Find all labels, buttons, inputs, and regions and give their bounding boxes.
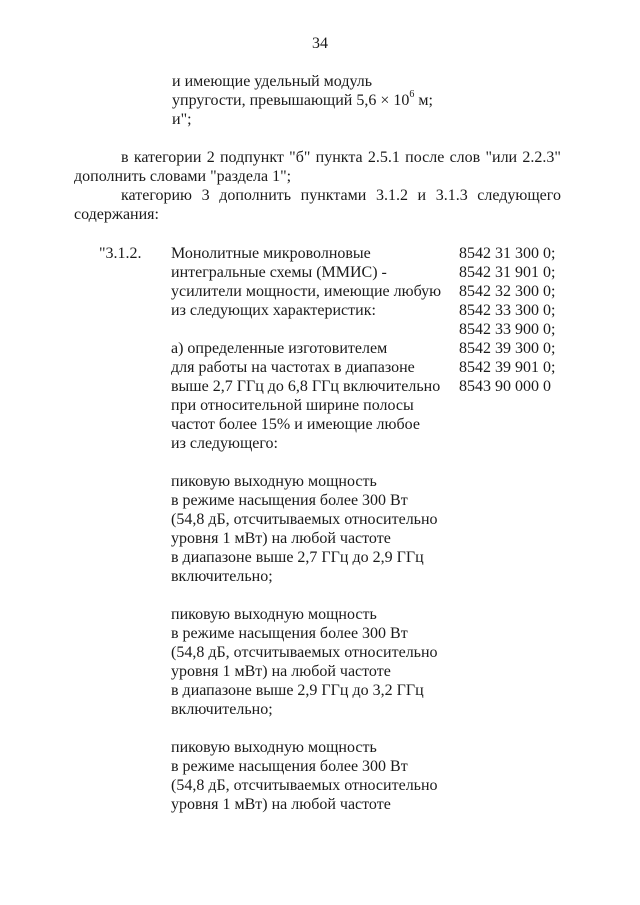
customs-code: 8542 32 300 0;	[459, 283, 556, 300]
description-line: а) определенные изготовителем	[171, 340, 388, 357]
description-line: (54,8 дБ, отсчитываемых относительно	[171, 777, 438, 794]
description-line: для работы на частотах в диапазоне	[171, 359, 415, 376]
page-number: 34	[312, 35, 328, 52]
word: в	[121, 149, 129, 166]
customs-code: 8542 31 300 0;	[459, 245, 556, 262]
paragraph-category-3	[74, 186, 561, 224]
customs-code: 8542 31 901 0;	[459, 264, 556, 281]
item-description	[171, 244, 451, 814]
word: после	[405, 149, 445, 166]
exponent: 6	[409, 88, 415, 100]
paragraph-second-line: содержания:	[74, 206, 159, 223]
word: слов	[449, 149, 481, 166]
word: категорию	[121, 187, 192, 204]
description-line: в диапазоне выше 2,9 ГГц до 3,2 ГГц	[171, 682, 424, 699]
word: пунктами	[300, 187, 367, 204]
paragraph-first-line	[74, 186, 561, 205]
customs-code: 8542 39 300 0;	[459, 340, 556, 357]
description-line: в диапазоне выше 2,7 ГГц до 2,9 ГГц	[171, 549, 424, 566]
description-line: уровня 1 мВт) на любой частоте	[171, 663, 391, 680]
intro-line-text: упругости, превышающий 5,6 × 10	[172, 92, 410, 109]
customs-code: 8543 90 000 0	[459, 378, 551, 395]
customs-code: 8542 33 900 0;	[459, 321, 556, 338]
word: 3	[201, 187, 210, 204]
description-line: в режиме насыщения более 300 Вт	[171, 758, 408, 775]
word: подпункт	[219, 149, 284, 166]
description-line: пиковую выходную мощность	[171, 606, 377, 623]
description-line: в режиме насыщения более 300 Вт	[171, 625, 408, 642]
description-line: из следующих характеристик:	[171, 302, 376, 319]
description-line: (54,8 дБ, отсчитываемых относительно	[171, 644, 438, 661]
word: "б"	[289, 149, 311, 166]
paragraph-category-2	[74, 148, 561, 186]
word: 3.1.3	[435, 187, 468, 204]
item-number: "3.1.2.	[99, 245, 142, 262]
description-line: пиковую выходную мощность	[171, 739, 377, 756]
intro-line: и";	[172, 111, 192, 128]
description-line: частот более 15% и имеющие любое	[171, 416, 420, 433]
customs-code: 8542 33 300 0;	[459, 302, 556, 319]
word: 2	[206, 149, 215, 166]
description-line	[171, 719, 451, 738]
word: дополнить	[219, 187, 292, 204]
description-line: уровня 1 мВт) на любой частоте	[171, 530, 391, 547]
word: "или	[485, 149, 518, 166]
word: и	[417, 187, 427, 204]
description-line: пиковую выходную мощность	[171, 473, 377, 490]
description-line: в режиме насыщения более 300 Вт	[171, 492, 408, 509]
word: 2.5.1	[367, 149, 400, 166]
word: 3.1.2	[375, 187, 408, 204]
description-line	[171, 453, 451, 472]
description-line: (54,8 дБ, отсчитываемых относительно	[171, 511, 438, 528]
description-line: при относительной ширине полосы	[171, 397, 414, 414]
description-line: из следующего:	[171, 435, 278, 452]
word: пункта	[315, 149, 363, 166]
description-line: выше 2,7 ГГц до 6,8 ГГц включительно	[171, 378, 441, 395]
description-line: включительно;	[171, 568, 273, 585]
description-line	[171, 586, 451, 605]
description-line: усилители мощности, имеющие любую	[171, 283, 442, 300]
description-line: уровня 1 мВт) на любой частоте	[171, 796, 391, 813]
description-line: интегральные схемы (ММИС) -	[171, 264, 387, 281]
paragraph-first-line	[74, 148, 561, 167]
description-line: Монолитные микроволновые	[171, 245, 371, 262]
intro-line: и имеющие удельный модуль	[172, 73, 373, 90]
word: следующего	[477, 187, 561, 204]
paragraph-second-line: дополнить словами "раздела 1";	[74, 168, 292, 185]
intro-line	[172, 88, 502, 110]
intro-block	[172, 72, 502, 129]
customs-code: 8542 39 901 0;	[459, 359, 556, 376]
customs-codes	[459, 244, 569, 396]
intro-line-unit: м;	[418, 92, 433, 109]
description-line	[171, 320, 451, 339]
description-line: включительно;	[171, 701, 273, 718]
word: категории	[133, 149, 202, 166]
word: 2.2.3"	[522, 149, 561, 166]
